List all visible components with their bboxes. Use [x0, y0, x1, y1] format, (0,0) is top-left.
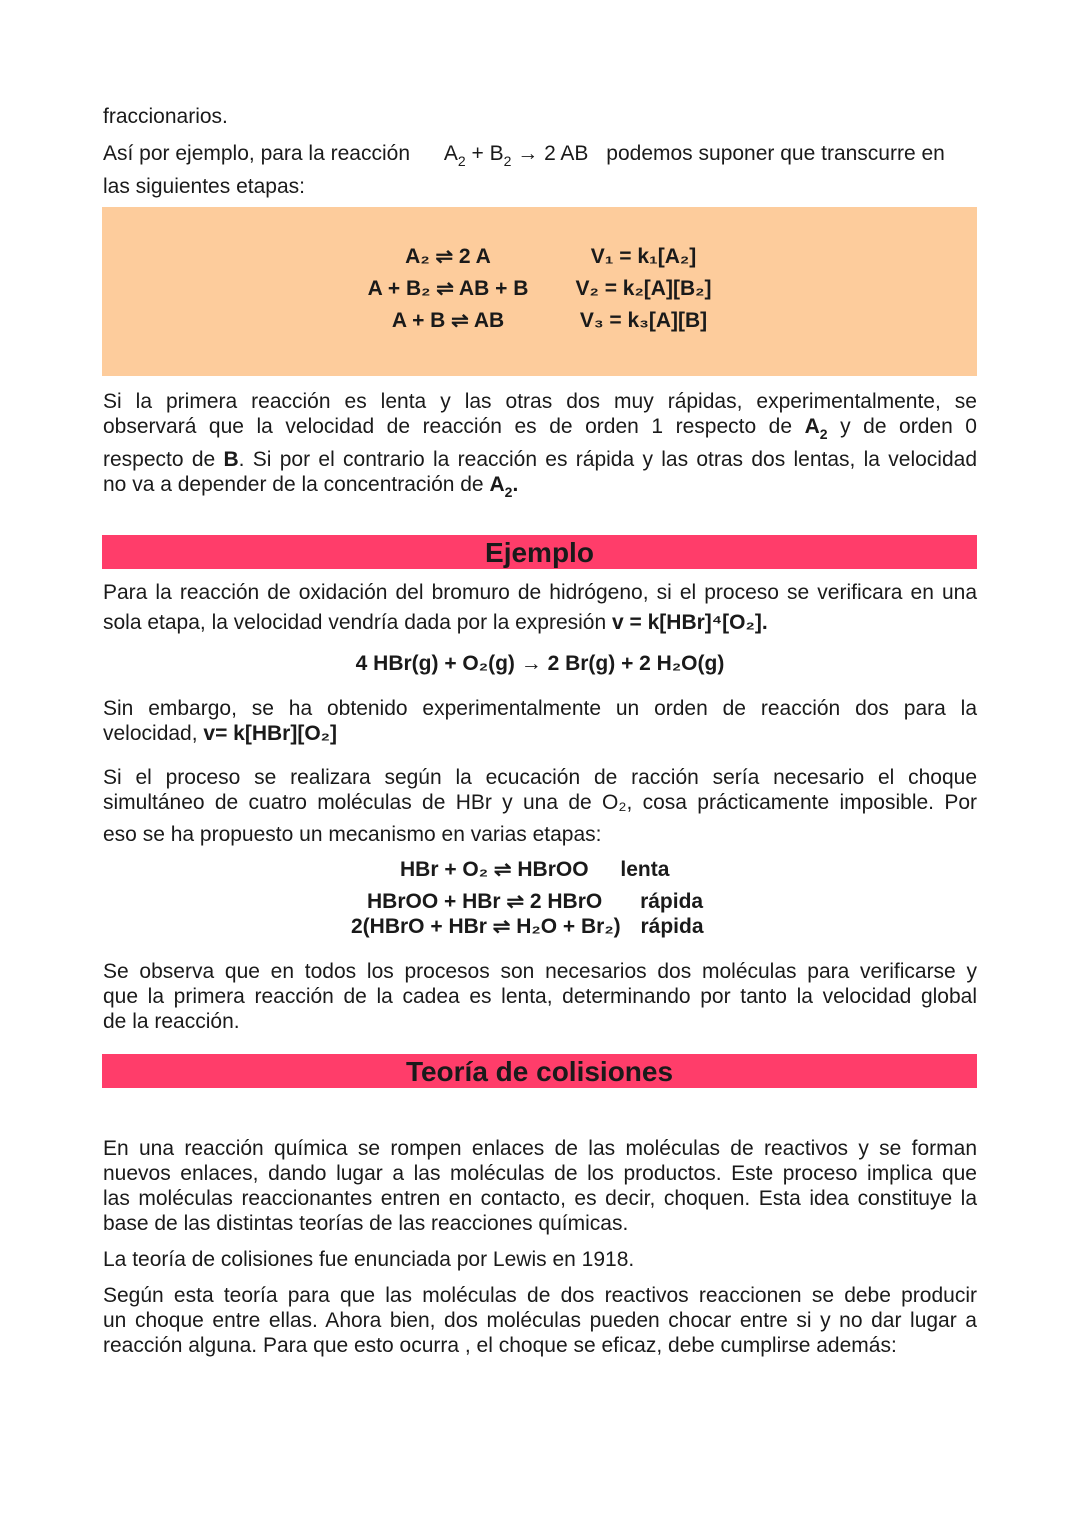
intro-line-3: las siguientes etapas: [103, 175, 305, 198]
mechanism-rates [566, 241, 721, 337]
step-3-eq: 2(HBrO + HBr ⇌ H₂O + Br₂) [351, 915, 621, 938]
step-1 [400, 857, 669, 882]
main-equation: 4 HBr(g) + O₂(g) → 2 Br(g) + 2 H₂O(g) [355, 652, 725, 675]
mech-step-1: A₂ ⇌ 2 A [405, 245, 491, 268]
para-rate-line-4: no va a depender de la concentración de $A_2$. [103, 473, 519, 500]
para-col-line-3: las moléculas reaccionantes entren en contacto, es decir, choquen. Esta idea constituye la [103, 1187, 977, 1210]
mech-rate-2: V₂ = k₂[A][B₂] [575, 277, 712, 300]
para-sin-line-1: Sin embargo, se ha obtenido experimentalmente un orden de reacción dos para la [103, 697, 977, 720]
step-2 [367, 889, 703, 914]
para-rate-line-3: respecto de B. Si por el contrario la reacción es rápida y las otras dos lentas, la velocidad [103, 448, 977, 471]
step-1-eq: HBr + O₂ ⇌ HBrOO [400, 858, 589, 881]
mech-step-2: A + B₂ ⇌ AB + B [367, 277, 529, 300]
mech-rate-1: V₁ = k₁[A₂] [590, 245, 697, 268]
intro-text-2: podemos suponer que transcurre en [606, 142, 945, 165]
para-proc-line-2: simultáneo de cuatro moléculas de HBr y una de O₂, cosa prácticamente imposible. Por [103, 791, 977, 814]
para-col-line-2: nuevos enlaces, dando lugar a las moléculas de los productos. Este proceso implica que [103, 1162, 977, 1185]
para-obs-line-1: Se observa que en todos los procesos son necesarios dos moléculas para verificarse y [103, 960, 977, 983]
para-rate-line-1: Si la primera reacción es lenta y las otras dos muy rápidas, experimentalmente, se [103, 390, 977, 413]
rate-expression: v = k[HBr]⁴[O₂]. [612, 611, 768, 634]
intro-text: Así por ejemplo, para la reacción [103, 142, 410, 165]
para-hbr-line-1: Para la reacción de oxidación del bromuro de hidrógeno, si el proceso se verificara en una [103, 581, 977, 604]
para-rate-line-2: observará que la velocidad de reacción es de orden 1 respecto de $A_2$ y de orden 0 [103, 415, 977, 442]
observed-rate: v= k[HBr][O₂] [203, 722, 338, 745]
para-obs-line-3: de la reacción. [103, 1010, 240, 1033]
step-3-speed: rápida [640, 915, 704, 938]
para-proc-line-3: eso se ha propuesto un mecanismo en varias etapas: [103, 823, 602, 846]
para-seg-line-3: reacción alguna. Para que esto ocurra , el choque se eficaz, debe cumplirse además: [103, 1334, 897, 1357]
mechanism-steps [362, 241, 534, 337]
para-hbr-line-2: sola etapa, la velocidad vendría dada por la expresión v = k[HBr]⁴[O₂]. [103, 611, 768, 634]
para-seg-line-2: un choque entre ellas. Ahora bien, dos moléculas pueden chocar entre si y no dar lugar a [103, 1309, 977, 1332]
para-seg-line-1: Según esta teoría para que las moléculas de dos reactivos reaccionen se debe producir [103, 1284, 977, 1307]
intro-line: fraccionarios. [103, 105, 228, 128]
intro-equation: $A_2 + B_2 \to 2$ AB [443, 142, 589, 169]
para-lewis: La teoría de colisiones fue enunciada por Lewis en 1918. [103, 1248, 635, 1271]
para-proc-line-1: Si el proceso se realizara según la ecucación de racción sería necesario el choque [103, 766, 977, 789]
step-2-speed: rápida [640, 890, 704, 913]
intro-example-line [103, 141, 977, 169]
section-banner-teoria: Teoría de colisiones [102, 1054, 977, 1088]
para-col-line-4: base de las distintas teorías de las reacciones químicas. [103, 1212, 629, 1235]
step-3 [351, 914, 704, 939]
para-col-line-1: En una reacción química se rompen enlaces de las moléculas de reactivos y se forman [103, 1137, 977, 1160]
step-1-speed: lenta [620, 858, 670, 881]
section-banner-ejemplo: Ejemplo [102, 535, 977, 569]
para-obs-line-2: que la primera reacción de la cadea es lenta, determinando por tanto la velocidad global [103, 985, 977, 1008]
mech-step-3: A + B ⇌ AB [391, 309, 505, 332]
mech-rate-3: V₃ = k₃[A][B] [579, 309, 708, 332]
para-sin-line-2: velocidad, v= k[HBr][O₂] [103, 722, 338, 745]
mechanism-box [102, 207, 977, 376]
step-2-eq: HBrOO + HBr ⇌ 2 HBrO [367, 890, 603, 913]
